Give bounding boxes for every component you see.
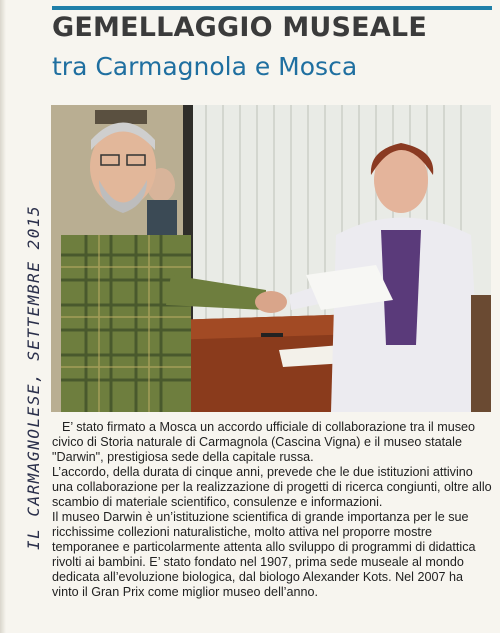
article-headline: GEMELLAGGIO MUSEALE [52, 12, 427, 43]
article-body [52, 420, 492, 600]
handwritten-note-text: IL CARMAGNOLESE, SETTEMBRE 2015 [24, 204, 43, 550]
article-photo [51, 105, 491, 412]
handwritten-side-note [6, 130, 42, 570]
article-paragraph: L’accordo, della durata di cinque anni, prevede che le due istituzioni attivino una collaborazione per la realizzazione di progetti di ricerca congiunti, oltre allo scambio di materiale scientifico, consulenze e informazioni. [52, 465, 492, 509]
article-paragraph: Il museo Darwin è un’istituzione scientifica di grande importanza per le sue ricchissime collezioni naturalistiche, molto attiva nel proporre mostre temporanee e particolarmente attenta allo sviluppo di programmi di didattica rivolti ai bambini. E’ stato fondato nel 1907, prima sede museale al mondo dedicata all’evoluzione biologica, dal biologo Alexander Kots. Nel 2007 ha vinto il Gran Prix come miglior museo dell’anno. [52, 510, 476, 599]
handshake-photo [51, 105, 491, 412]
article-paragraph: E’ stato firmato a Mosca un accordo ufficiale di collaborazione tra il museo civico di Storia naturale di Carmagnola (Cascina Vigna) e il museo statale "Darwin", prestigiosa sede della capitale russa. [52, 420, 475, 464]
article-subheadline: tra Carmagnola e Mosca [52, 52, 358, 81]
top-rule [52, 6, 492, 10]
